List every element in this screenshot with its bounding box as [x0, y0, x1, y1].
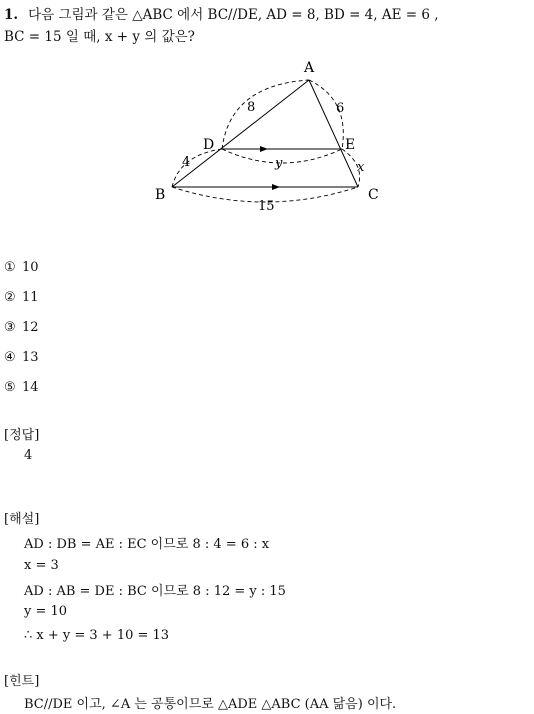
triangle-figure	[150, 55, 390, 215]
choice-4[interactable]	[4, 350, 39, 365]
solution-line-5: ∴ x + y = 3 + 10 = 13	[24, 628, 170, 643]
choice-1-value: 10	[22, 260, 39, 275]
length-label-ae: 6	[336, 101, 345, 116]
side-ab	[172, 80, 309, 187]
choice-4-mark: ④	[4, 350, 16, 365]
solution-line-3: AD : AB = DE : BC 이므로 8 : 12 = y : 15	[24, 584, 286, 599]
hint-title: [힌트]	[4, 674, 40, 689]
solution-line-4: y = 10	[24, 604, 68, 619]
arrow-de-icon	[260, 146, 268, 152]
choice-5-mark: ⑤	[4, 380, 16, 395]
choice-2-value: 11	[22, 290, 39, 305]
length-label-de: y	[275, 156, 283, 171]
vertex-label-a: A	[304, 60, 315, 76]
length-label-bd: 4	[182, 155, 191, 170]
answer-value: 4	[24, 448, 33, 463]
choice-1[interactable]	[4, 260, 39, 275]
question-line-2: BC = 15 일 때, x + y 의 값은?	[4, 29, 195, 45]
choice-5[interactable]	[4, 380, 39, 395]
question-line-1	[4, 3, 439, 23]
solution-line-2: x = 3	[24, 558, 59, 573]
length-label-ad: 8	[247, 100, 256, 115]
solution-title: [해설]	[4, 512, 40, 527]
choice-5-value: 14	[22, 380, 39, 395]
solution-line-1: AD : DB = AE : EC 이므로 8 : 4 = 6 : x	[24, 537, 270, 552]
vertex-label-b: B	[155, 187, 166, 203]
choice-2[interactable]	[4, 290, 39, 305]
choice-3-value: 12	[22, 320, 39, 335]
choice-1-mark: ①	[4, 260, 16, 275]
length-label-ec: x	[357, 160, 365, 175]
answer-title: [정답]	[4, 428, 40, 443]
arrow-bc-icon	[272, 184, 280, 190]
length-label-bc: 15	[258, 199, 275, 214]
choice-4-value: 13	[22, 350, 39, 365]
question-text-1: 다음 그림과 같은 △ABC 에서 BC//DE, AD = 8, BD = 4, AE = 6 ,	[28, 7, 439, 23]
vertex-label-d: D	[203, 137, 215, 153]
vertex-label-e: E	[345, 137, 356, 153]
choice-3-mark: ③	[4, 320, 16, 335]
vertex-label-c: C	[368, 187, 379, 203]
hint-line: BC//DE 이고, ∠A 는 공통이므로 △ADE △ABC (AA 닮음) 이다.	[24, 697, 397, 712]
side-ac	[309, 80, 358, 187]
question-number: 1.	[4, 7, 19, 23]
choice-3[interactable]	[4, 320, 39, 335]
choice-2-mark: ②	[4, 290, 16, 305]
